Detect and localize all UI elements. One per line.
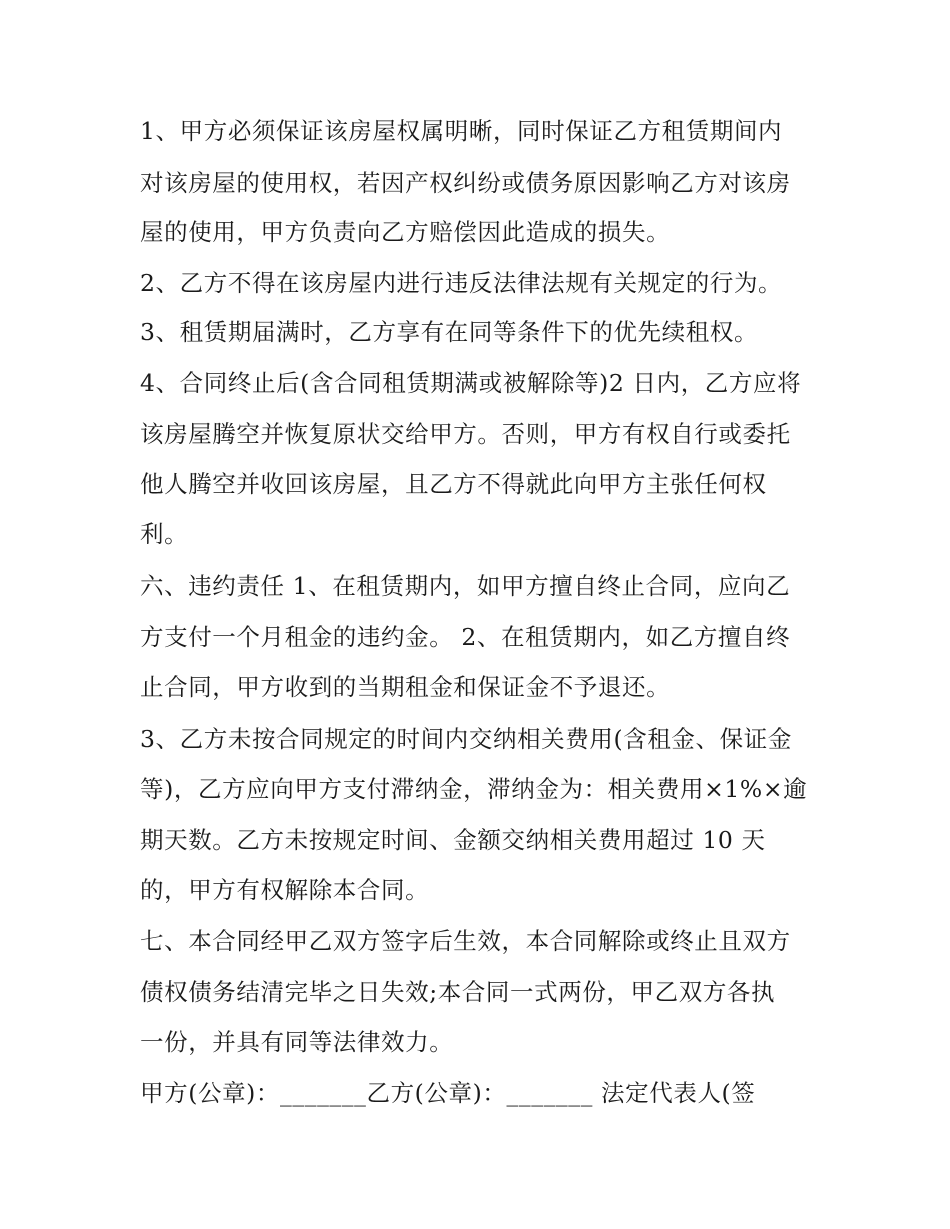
text-line: 3、乙方未按合同规定的时间内交纳相关费用(含租金、保证金 bbox=[140, 725, 792, 753]
text-line: 等)，乙方应向甲方支付滞纳金，滞纳金为：相关费用×1%×逾 bbox=[140, 775, 808, 803]
text-line: 对该房屋的使用权，若因产权纠纷或债务原因影响乙方对该房 bbox=[140, 169, 791, 197]
text-line: 一份，并具有同等法律效力。 bbox=[140, 1028, 454, 1056]
text-line: 3、租赁期届满时，乙方享有在同等条件下的优先续租权。 bbox=[140, 318, 759, 346]
text-line: 1、甲方必须保证该房屋权属明晰，同时保证乙方租赁期间内 bbox=[140, 117, 783, 145]
text-line: 屋的使用，甲方负责向乙方赔偿因此造成的损失。 bbox=[140, 218, 671, 246]
text-line: 期天数。乙方未按规定时间、金额交纳相关费用超过 10 天 bbox=[140, 826, 766, 854]
text-line: 他人腾空并收回该房屋，且乙方不得就此向甲方主张任何权 bbox=[140, 470, 767, 498]
signature-line: 甲方(公章)：_______乙方(公章)：_______ 法定代表人(签 bbox=[140, 1079, 756, 1107]
text-line: 利。 bbox=[140, 520, 189, 548]
text-line: 的，甲方有权解除本合同。 bbox=[140, 876, 430, 904]
text-line: 止合同，甲方收到的当期租金和保证金不予退还。 bbox=[140, 673, 671, 701]
text-line: 该房屋腾空并恢复原状交给甲方。否则，甲方有权自行或委托 bbox=[140, 420, 791, 448]
text-line: 七、本合同经甲乙双方签字后生效，本合同解除或终止且双方 bbox=[140, 927, 791, 955]
text-line: 债权债务结清完毕之日失效;本合同一式两份，甲乙双方各执 bbox=[140, 978, 776, 1006]
text-line: 2、乙方不得在该房屋内进行违反法律法规有关规定的行为。 bbox=[140, 269, 783, 297]
text-line: 4、合同终止后(含合同租赁期满或被解除等)2 日内，乙方应将 bbox=[140, 369, 802, 397]
text-line: 方支付一个月租金的违约金。 2、在租赁期内，如乙方擅自终 bbox=[140, 623, 791, 651]
text-line: 六、违约责任 1、在租赁期内，如甲方擅自终止合同，应向乙 bbox=[140, 572, 791, 600]
